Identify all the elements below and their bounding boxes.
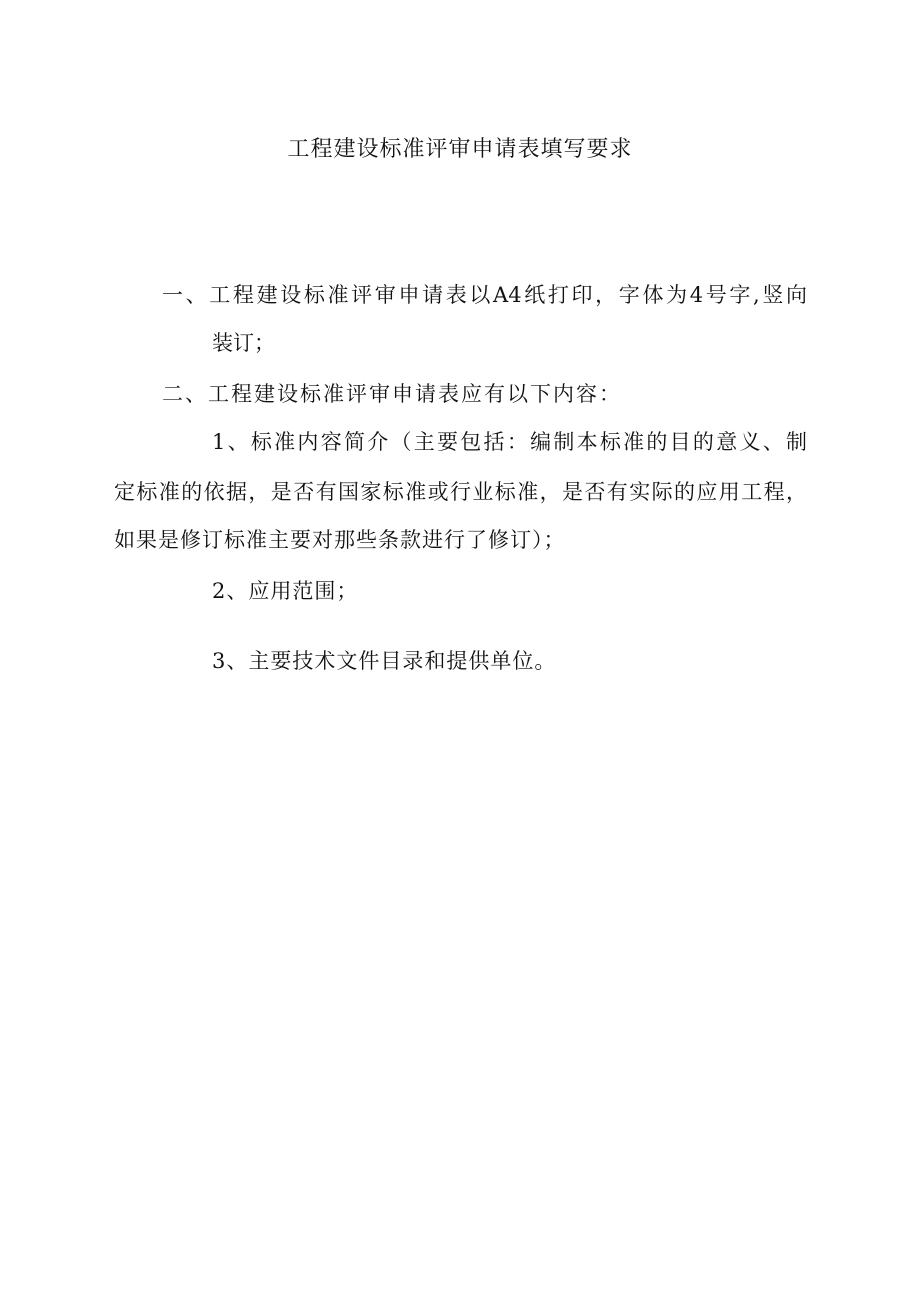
section-one-text: 一、工程建设标准评审申请表以A4纸打印，字体为4号字,竖向	[162, 283, 807, 307]
section-two-heading: 二、工程建设标准评审申请表应有以下内容：	[162, 382, 622, 406]
document-title: 工程建设标准评审申请表填写要求	[287, 137, 633, 162]
item-one-text: 1、标准内容简介（主要包括：编制本标准的目的意义、制	[212, 430, 807, 454]
item-three-text: 3、主要技术文件目录和提供单位。	[212, 649, 557, 673]
item-one-continuation-2: 如果是修订标准主要对那些条款进行了修订）；	[114, 528, 566, 552]
item-two-text: 2、应用范围；	[212, 579, 359, 603]
item-one-continuation-1: 定标准的依据，是否有国家标准或行业标准，是否有实际的应用工程，	[114, 480, 807, 504]
section-one-continuation: 装订；	[212, 331, 275, 355]
